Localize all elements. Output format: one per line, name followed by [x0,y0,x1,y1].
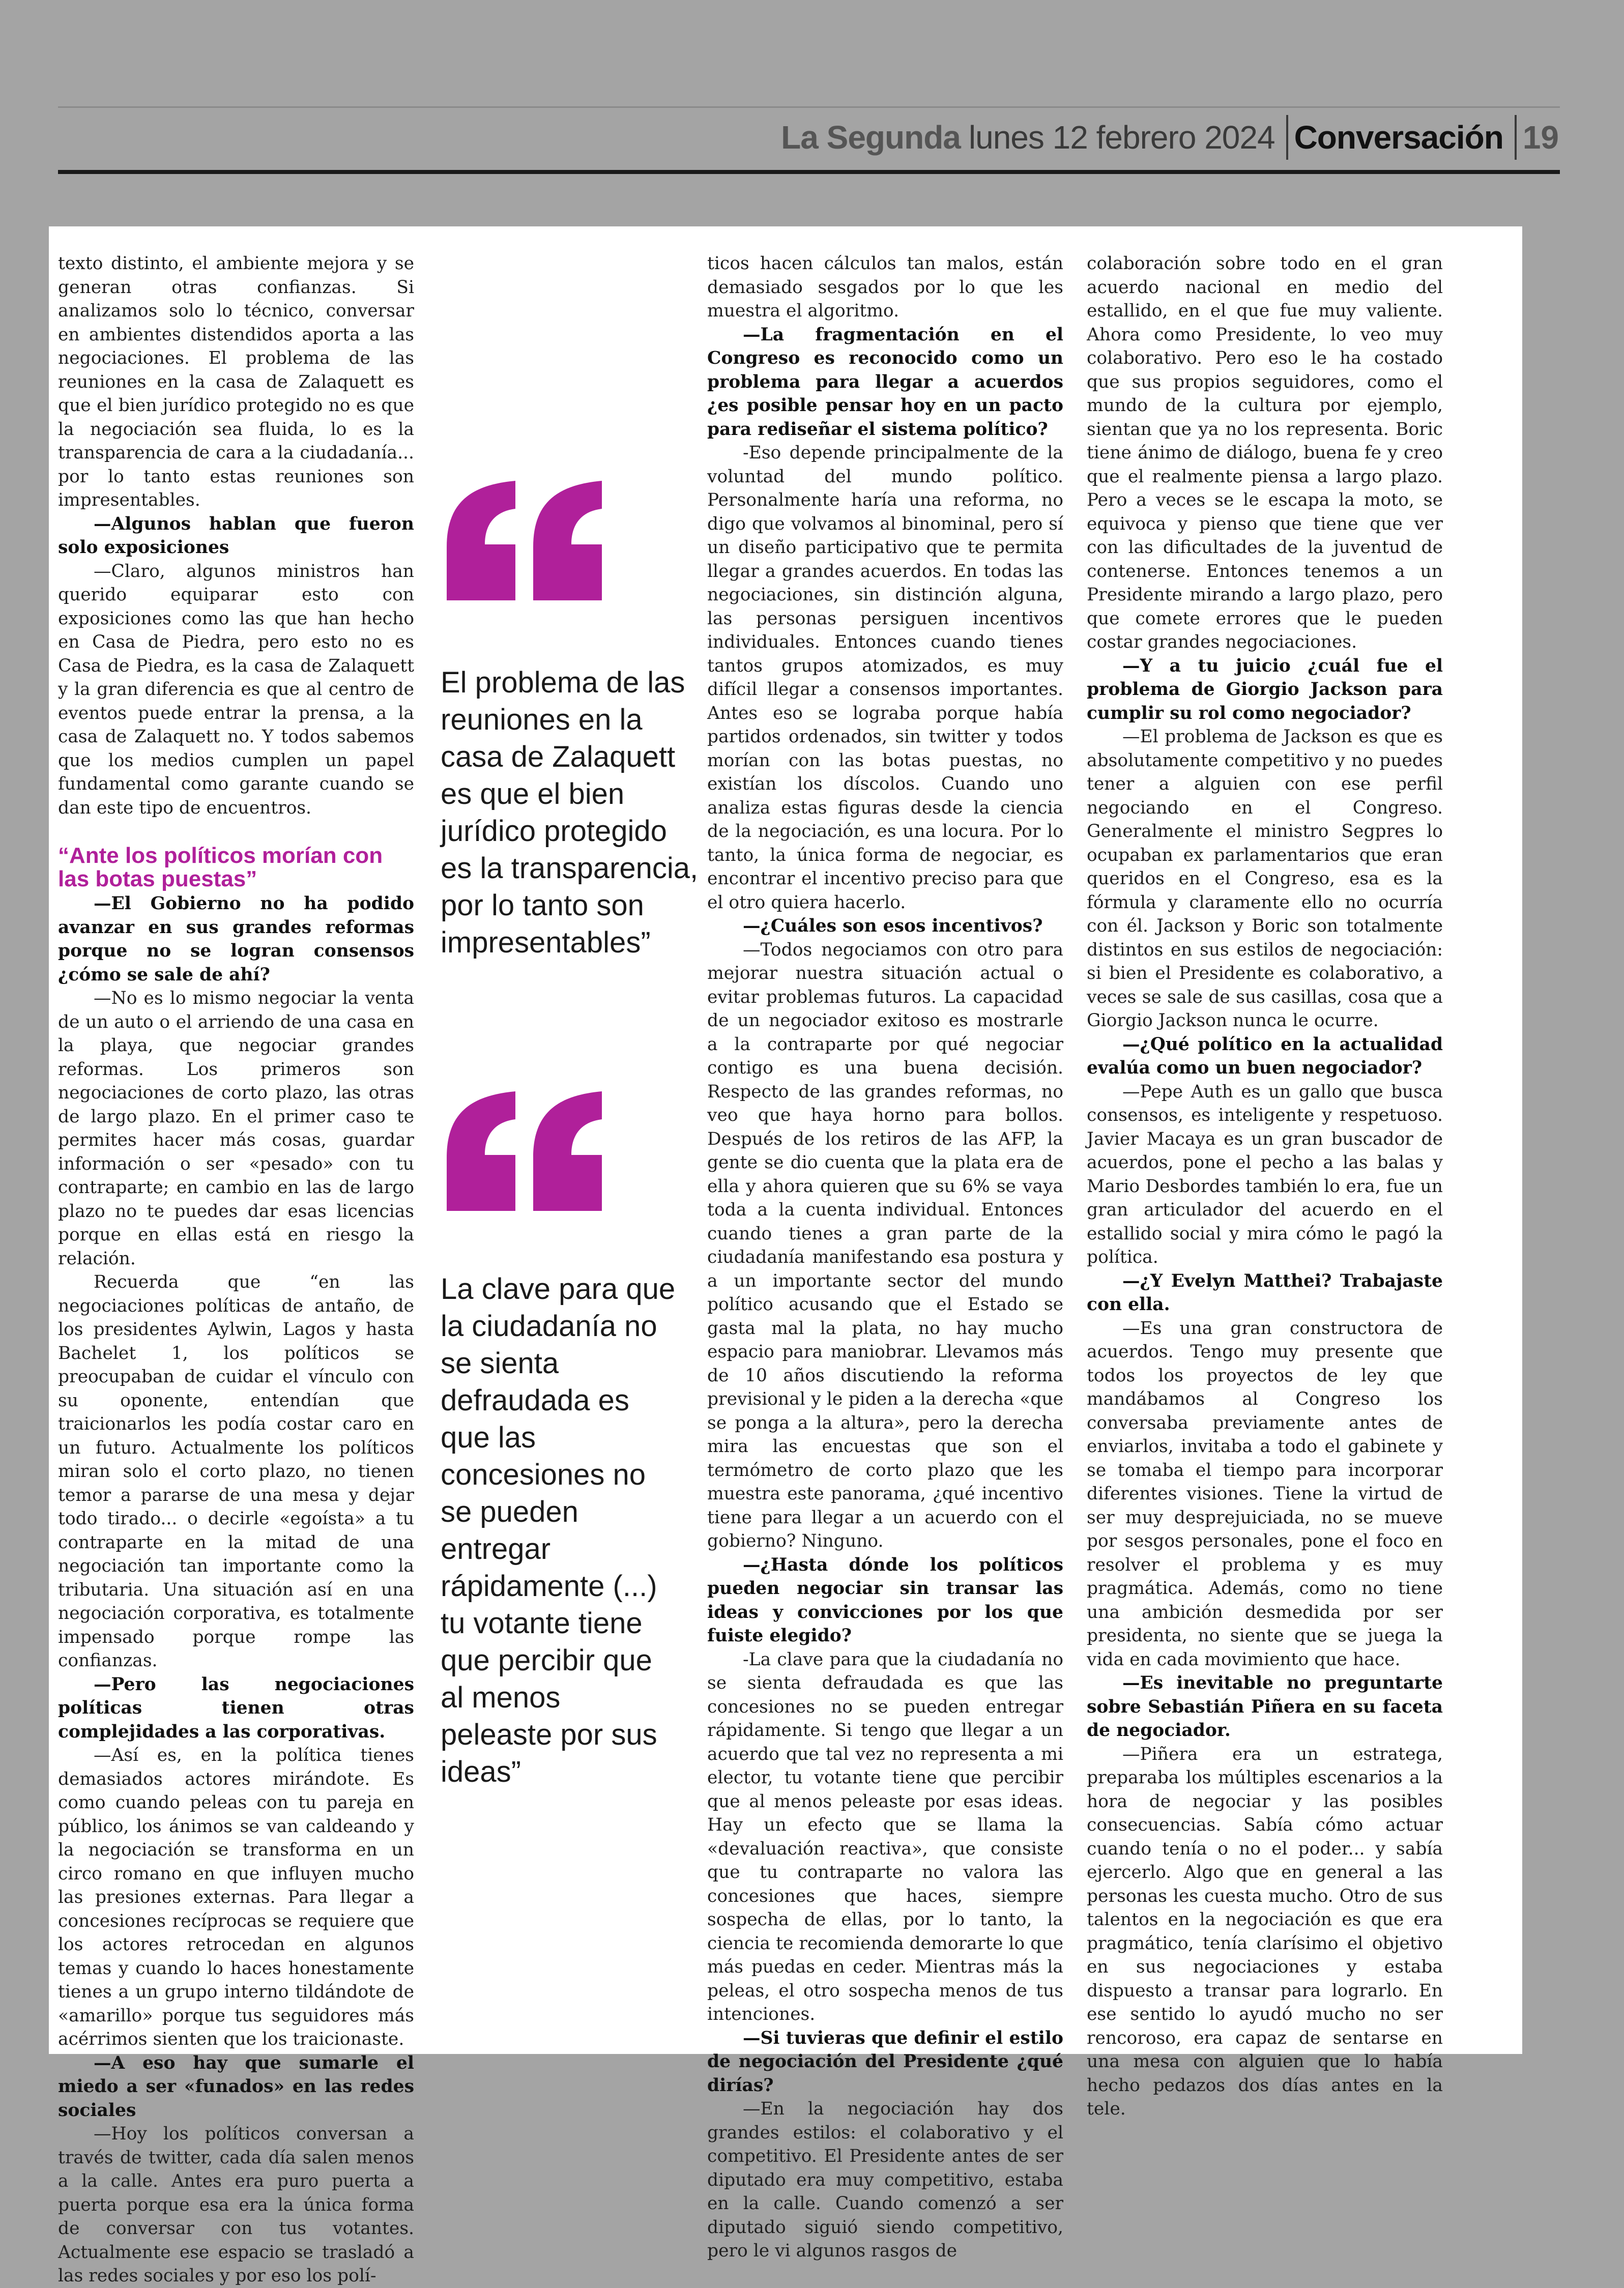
interview-question: —Si tuvieras que definir el estilo de negociación del Presidente ¿qué dirías? [707,2028,1063,2096]
page-number: 19 [1522,119,1559,156]
text-column-1 [58,252,414,2288]
interview-question: —Pero las negociaciones políticas tienen otras complejidades a las corporativas. [58,1674,414,1742]
interview-question: —¿Qué político en la actualidad evalúa como un buen negociador? [1087,1034,1443,1078]
body-paragraph: —No es lo mismo negociar la venta de un auto o el arriendo de una casa en la playa, que negociar grandes reformas. Los primeros son negociaciones de corto plazo, las otras de largo plazo. En el primer caso te permites hacer más cosas, guardar información o ser «pesado» con tu contraparte; en cambio en las de largo plazo no te puedes dar esas licencias porque en ellas está en riesgo la relación. [58,988,414,1269]
body-paragraph: —Es una gran constructora de acuerdos. Tengo muy presente que todos los proyectos de ley que mandábamos al Congreso los conversaba previamente antes de enviarlos, invitaba a todo el gabinete y se tomaba el tiempo para incorporar diferentes visiones. Tiene la virtud de ser muy desprejuiciada, no se mueve por sesgos personales, pone el foco en resolver el problema y es muy pragmática. Además, como no tiene una ambición desmedida por ser presidenta, no siente que se juega la vida en cada movimiento que hace. [1087,1318,1443,1670]
quote-open-icon [442,481,610,603]
text-column-2 [707,252,1063,2263]
quote-open-icon [442,1091,610,1213]
interview-question: —¿Cuáles son esos incentivos? [743,916,1043,936]
interview-question: —Y a tu juicio ¿cuál fue el problema de Giorgio Jackson para cumplir su rol como negociador? [1087,655,1443,723]
interview-question: —¿Hasta dónde los políticos pueden negociar sin transar las ideas y convicciones por los que fuiste elegido? [707,1554,1063,1646]
body-paragraph: —En la negociación hay dos grandes estilos: el colaborativo y el competitivo. El Presidente antes de ser diputado era muy competitivo, estaba en la calle. Cuando comenzó a ser diputado siguió siendo competitivo, pero le vi algunos rasgos de [707,2099,1063,2261]
body-paragraph: ticos hacen cálculos tan malos, están demasiado sesgados por lo que les muestra el algoritmo. [707,253,1063,321]
masthead [781,113,1559,162]
section-name: Conversación [1294,119,1503,156]
body-paragraph: —Claro, algunos ministros han querido equiparar esto con exposiciones como las que han hecho en Casa de Piedra, pero esto no es Casa de Piedra, es la casa de Zalaquett y la gran diferencia es que al centro de eventos puede entrar la prensa, a la casa de Zalaquett no. Y todos sabemos que los medios cumplen un papel fundamental como garante cuando se dan este tipo de encuentros. [58,561,414,818]
body-paragraph: —Pepe Auth es un gallo que busca consensos, es inteligente y respetuoso. Javier Macaya es un gran buscador de acuerdos, pone el pecho a las balas y Mario Desbordes también lo era, fue un gran articulador del acuerdo en el estallido social y mira cómo le pagó la política. [1087,1081,1443,1267]
body-paragraph: -La clave para que la ciudadanía no se sienta defraudada es que las concesiones no se pueden entregar rápidamente. Si tengo que llegar a un acuerdo que tal vez no representa a mi elector, tu votante tiene que percibir que al menos peleaste por esas ideas. Hay un efecto que se llama la «devaluación reactiva», que consiste que tu contraparte no valora las concesiones que haces, siempre sospecha de ellas, por lo tanto, la ciencia te recomienda demorarte lo que más puedas en ceder. Mientras más la peleas, el otro sospecha menos de tus intenciones. [707,1649,1063,2024]
interview-question: —La fragmentación en el Congreso es reconocido como un problema para llegar a acuerdos ¿es posible pensar hoy en un pacto para rediseñar el sistema político? [707,324,1063,440]
body-paragraph: Recuerda que “en las negociaciones políticas de antaño, de los presidentes Aylwin, Lagos y hasta Bachelet 1, los políticos se preocupaban de cuidar el vínculo con su oponente, entendían que traicionarlos les podía costar caro en un futuro. Actualmente los políticos miran solo el corto plazo, no tienen temor a pararse de una mesa y dejar todo tirado... o decirle «egoísta» a tu contraparte en la mitad de una negociación tan importante como la tributaria. Una situación así en una negociación corporativa, es totalmente impensado porque rompe las confianzas. [58,1272,414,1671]
body-paragraph: —Así es, en la política tienes demasiados actores mirándote. Es como cuando peleas con tu pareja en público, los ánimos se van caldeando y la negociación se transforma en un circo romano en que influyen mucho las presiones externas. Para llegar a concesiones recíprocas se requiere que los actores retrocedan en algunos temas y cuando lo haces honestamente tienes a un grupo interno tildándote de «amarillo» porque tus seguidores más acérrimos sienten que los traicionaste. [58,1745,414,2049]
interview-question: —Es inevitable no preguntarte sobre Sebastián Piñera en su faceta de negociador. [1087,1673,1443,1741]
text-column-3 [1087,252,1443,2121]
article-page [49,226,1522,2286]
newspaper-name: La Segunda [781,119,961,156]
interview-question: —El Gobierno no ha podido avanzar en sus grandes reformas porque no se logran consensos ¿cómo se sale de ahí? [58,893,414,985]
interview-question: —Algunos hablan que fueron solo exposiciones [58,513,414,558]
issue-date: lunes 12 febrero 2024 [968,119,1275,156]
masthead-divider [1515,115,1517,160]
masthead-top-rule [58,106,1560,108]
body-paragraph: colaboración sobre todo en el gran acuerdo nacional en medio del estallido, en el que fue muy valiente. Ahora como Presidente, lo veo muy colaborativo. Pero eso le ha costado que sus propios seguidores, como el mundo de la cultura por ejemplo, sientan que ya no los representa. Boric tiene ánimo de diálogo, buena fe y creo que el realmente piensa a largo plazo. Pero a veces se le escapa la moto, se equivoca y pienso que tiene que ver con las dificultades de la juventud de contenerse. Entonces tenemos a un Presidente mirando a largo plazo, pero que comete errores que le pueden costar grandes negociaciones. [1087,253,1443,652]
section-heading: “Ante los políticos morían con las botas puestas” [58,843,383,891]
body-paragraph: —Hoy los políticos conversan a través de twitter, cada día salen menos a la calle. Antes era puro puerta a puerta porque esa era la única forma de conversar con tus votantes. Actualmente ese espacio se trasladó a las redes sociales y por eso los polí- [58,2124,414,2286]
body-paragraph: texto distinto, el ambiente mejora y se generan otras confianzas. Si analizamos solo lo técnico, conversar en ambientes distendidos aporta a las negociaciones. El problema de las reuniones en la casa de Zalaquett es que el bien jurídico protegido no es que la negociación sea fluida, lo es la transparencia de cara a la ciudadanía... por lo tanto estas reuniones son impresentables. [58,253,414,510]
masthead-divider [1286,115,1288,160]
pull-quote: La clave para que la ciudadanía no se sienta defraudada es que las concesiones no se pueden entregar rápidamente (...) tu votante tiene que percibir que al menos peleaste por sus ideas” [441,1272,676,1788]
body-paragraph: -Eso depende principalmente de la voluntad del mundo político. Personalmente haría una reforma, no digo que volvamos al binominal, pero sí un diseño participativo que te permita llegar a grandes acuerdos. En todas las negociaciones, sin distinción alguna, las personas persiguen incentivos individuales. Entonces cuando tienes tantos grupos atomizados, es muy difícil llegar a consensos importantes. Antes eso se lograba porque había partidos ordenados, sin twitter y todos morían con las botas puestas, no existían los díscolos. Cuando uno analiza estas figuras desde la ciencia de la negociación, es una locura. Por lo tanto, la única forma de negociar, es encontrar el incentivo preciso para que el otro quiera hacerlo. [707,443,1063,913]
body-paragraph: —Todos negociamos con otro para mejorar nuestra situación actual o evitar problemas futuros. La capacidad de un negociador exitoso es mostrarle a la contraparte por qué negociar contigo es una buena decisión. Respecto de las grandes reformas, no veo que haya horno para bollos. Después de los retiros de las AFP, la gente se dio cuenta que la plata era de ella y ahora quieren que su 6% se vaya toda a la cuenta individual. Entonces cuando tienes a gran parte de la ciudadanía manifestando esa postura y a un importante sector del mundo político acusando que el Estado se gasta mal la plata, no hay mucho espacio para maniobrar. Llevamos más de 10 años discutiendo la reforma previsional y le piden a la derecha «que se ponga a la altura», pero la derecha mira las encuestas que son el termómetro de corto plazo que les muestra este panorama, ¿qué incentivo tiene para llegar a un acuerdo con el gobierno? Ninguno. [707,939,1063,1551]
body-paragraph: —Piñera era un estratega, preparaba los múltiples escenarios a la hora de negociar y las posibles consecuencias. Sabía cómo actuar cuando tenía o no el poder... y sabía ejercerlo. Algo que en general a las personas les cuesta mucho. Otro de sus talentos en la negociación es que era pragmático, tenía clarísimo el objetivo en sus negociaciones y estaba dispuesto a transar para lograrlo. En ese sentido lo ayudó mucho no ser rencoroso, era capaz de sentarse en una mesa con alguien que lo había hecho pedazos dos días antes en la tele. [1087,1744,1443,2119]
interview-question: —A eso hay que sumarle el miedo a ser «funados» en las redes sociales [58,2052,414,2121]
interview-question: —¿Y Evelyn Matthei? Trabajaste con ella. [1087,1270,1443,1315]
masthead-bottom-rule [58,170,1560,174]
body-paragraph: —El problema de Jackson es que es absolutamente competitivo y no puedes tener a alguien con ese perfil negociando en el Congreso. Generalmente el ministro Segpres lo ocupaban ex parlamentarios que eran queridos en el Congreso, esa es la fórmula y claramente ello no ocurría con él. Jackson y Boric son totalmente distintos en sus estilos de negociación: si bien el Presidente es colaborativo, a veces se sale de sus casillas, cosa que a Giorgio Jackson nunca le ocurre. [1087,727,1443,1031]
pull-quote: El problema de las reuniones en la casa de Zalaquett es que el bien jurídico protegido es la transparencia, por lo tanto son impresentables” [441,666,699,959]
